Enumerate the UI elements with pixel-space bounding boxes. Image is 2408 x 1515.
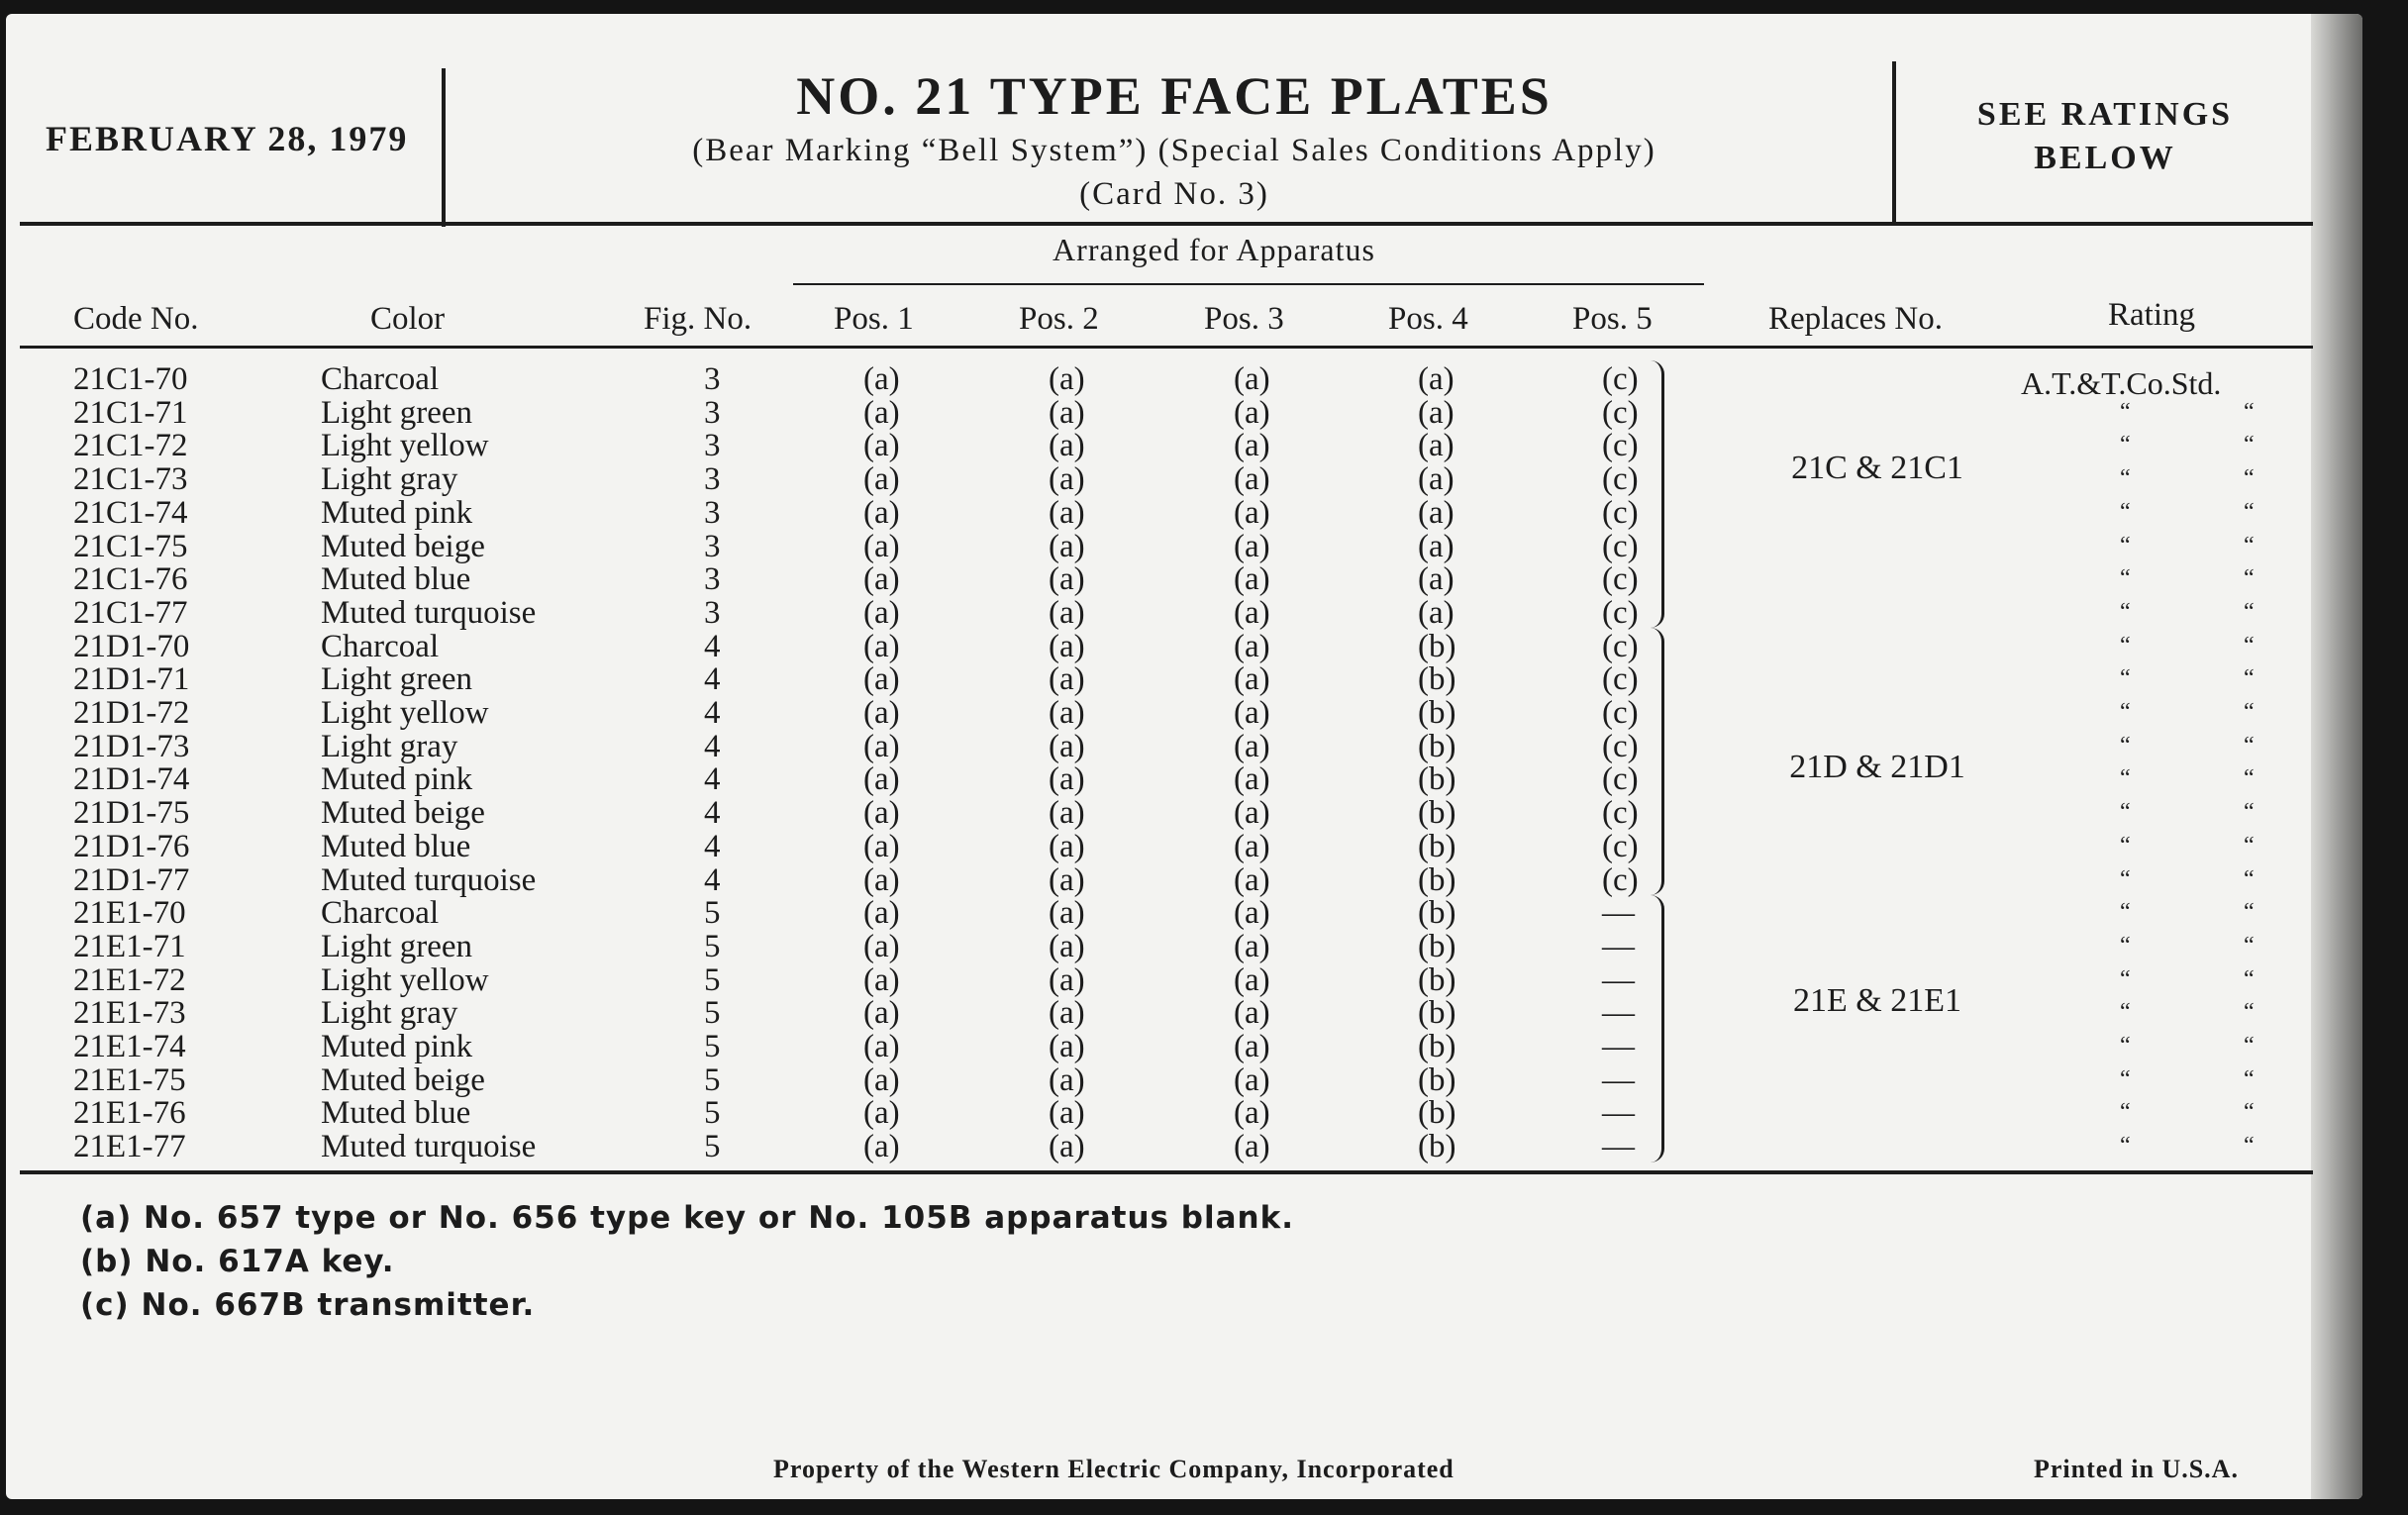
header-divider-left: [442, 68, 446, 227]
rating-ditto: “: [2120, 965, 2131, 992]
row-code: 21E1-72: [73, 961, 186, 998]
row-code: 21C1-74: [73, 494, 188, 531]
table-row: [6, 1130, 2283, 1163]
row-pos5: (c): [1602, 561, 1639, 598]
rating-ditto: “: [2244, 965, 2255, 992]
header-title-block: [452, 63, 1897, 216]
row-pos1: (a): [863, 961, 900, 998]
row-pos3: (a): [1234, 1061, 1270, 1098]
row-pos5: (c): [1602, 428, 1639, 464]
row-color: Charcoal: [321, 895, 440, 932]
row-color: Muted turquoise: [321, 594, 537, 631]
row-pos5: —: [1602, 928, 1635, 964]
row-pos5: —: [1602, 961, 1635, 998]
rating-ditto: “: [2244, 1033, 2255, 1059]
rating-ditto: “: [2120, 732, 2131, 758]
row-pos1: (a): [863, 1029, 900, 1064]
row-color: Light yellow: [321, 695, 489, 731]
row-fig: 3: [704, 394, 721, 431]
row-pos4: (b): [1418, 1029, 1456, 1064]
row-pos3: (a): [1234, 895, 1270, 932]
row-pos2: (a): [1049, 1129, 1085, 1165]
see-ratings-line1: SEE RATINGS: [1976, 96, 2234, 133]
row-pos4: (a): [1418, 428, 1455, 464]
row-pos2: (a): [1049, 561, 1085, 598]
row-pos5: (c): [1602, 394, 1639, 431]
row-pos5: (c): [1602, 494, 1639, 531]
rating-ditto: “: [2120, 398, 2131, 425]
row-pos2: (a): [1049, 761, 1085, 798]
row-fig: 5: [704, 1061, 721, 1098]
row-pos2: (a): [1049, 628, 1085, 664]
table-row: [6, 696, 2283, 730]
arranged-for-apparatus-header: Arranged for Apparatus: [1053, 232, 1375, 267]
row-pos1: (a): [863, 1129, 900, 1165]
document-card: [6, 14, 2362, 1499]
table-row: [6, 1096, 2283, 1130]
col-header-pos1: Pos. 1: [834, 301, 914, 337]
table-row: [6, 362, 2283, 396]
row-pos5: —: [1602, 1029, 1635, 1064]
row-pos1: (a): [863, 828, 900, 864]
row-pos4: (b): [1418, 795, 1456, 832]
rating-ditto: “: [2244, 832, 2255, 858]
see-ratings-line2: BELOW: [2034, 140, 2176, 176]
row-pos4: (a): [1418, 528, 1455, 564]
row-pos2: (a): [1049, 795, 1085, 832]
row-pos1: (a): [863, 728, 900, 764]
row-pos2: (a): [1049, 828, 1085, 864]
rating-ditto: “: [2244, 799, 2255, 826]
rating-ditto: “: [2244, 899, 2255, 926]
row-pos4: (a): [1418, 394, 1455, 431]
row-pos1: (a): [863, 361, 900, 397]
issue-date: FEBRUARY 28, 1979: [46, 119, 409, 158]
row-fig: 3: [704, 594, 721, 631]
row-code: 21C1-73: [73, 461, 188, 498]
row-pos2: (a): [1049, 394, 1085, 431]
row-pos2: (a): [1049, 428, 1085, 464]
row-pos3: (a): [1234, 661, 1270, 698]
row-code: 21E1-75: [73, 1061, 186, 1098]
row-code: 21E1-77: [73, 1129, 186, 1165]
row-pos3: (a): [1234, 1095, 1270, 1132]
rating-ditto: “: [2120, 432, 2131, 458]
row-pos4: (b): [1418, 1095, 1456, 1132]
row-pos4: (a): [1418, 561, 1455, 598]
row-pos5: (c): [1602, 728, 1639, 764]
row-pos4: (b): [1418, 628, 1456, 664]
row-pos3: (a): [1234, 928, 1270, 964]
row-pos3: (a): [1234, 394, 1270, 431]
row-pos3: (a): [1234, 428, 1270, 464]
row-pos2: (a): [1049, 995, 1085, 1032]
row-fig: 4: [704, 695, 721, 731]
rating-ditto: “: [2120, 865, 2131, 892]
row-color: Charcoal: [321, 628, 440, 664]
row-fig: 4: [704, 761, 721, 798]
row-pos4: (b): [1418, 828, 1456, 864]
row-pos3: (a): [1234, 494, 1270, 531]
row-pos1: (a): [863, 695, 900, 731]
row-pos4: (b): [1418, 661, 1456, 698]
table-row: [6, 496, 2283, 530]
row-pos4: (b): [1418, 861, 1456, 898]
card-edge-shadow: [2311, 14, 2362, 1499]
row-fig: 4: [704, 795, 721, 832]
card-number: (Card No. 3): [1079, 176, 1269, 212]
rating-ditto: “: [2244, 465, 2255, 492]
row-fig: 3: [704, 561, 721, 598]
row-color: Muted turquoise: [321, 1129, 537, 1165]
page-subtitle: (Bear Marking “Bell System”) (Special Sales Conditions Apply): [692, 133, 1656, 168]
footer-property: Property of the Western Electric Company, Incorporated: [773, 1455, 1455, 1483]
table-bottom-rule: [20, 1170, 2313, 1174]
row-fig: 5: [704, 895, 721, 932]
rating-ditto: “: [2120, 498, 2131, 525]
row-pos1: (a): [863, 494, 900, 531]
row-color: Light green: [321, 661, 473, 698]
group-brace-21c: [1650, 360, 1664, 628]
row-fig: 5: [704, 961, 721, 998]
row-pos2: (a): [1049, 661, 1085, 698]
col-header-rating: Rating: [2108, 297, 2195, 333]
replaces-21e: 21E & 21E1: [1793, 982, 1961, 1019]
row-color: Light gray: [321, 728, 458, 764]
row-pos3: (a): [1234, 795, 1270, 832]
row-color: Muted pink: [321, 494, 473, 531]
row-fig: 4: [704, 861, 721, 898]
rating-ditto: “: [2244, 632, 2255, 658]
row-pos4: (b): [1418, 728, 1456, 764]
row-pos5: —: [1602, 1095, 1635, 1132]
row-pos1: (a): [863, 461, 900, 498]
row-pos2: (a): [1049, 494, 1085, 531]
col-header-replaces: Replaces No.: [1768, 301, 1943, 337]
row-pos4: (b): [1418, 695, 1456, 731]
rating-ditto: “: [2120, 665, 2131, 692]
table-row: [6, 896, 2283, 930]
note-c: (c) No. 667B transmitter.: [80, 1287, 536, 1323]
row-pos1: (a): [863, 1061, 900, 1098]
col-header-color: Color: [370, 301, 446, 337]
note-a: (a) No. 657 type or No. 656 type key or No. 105B apparatus blank.: [80, 1200, 1295, 1236]
row-code: 21D1-76: [73, 828, 190, 864]
row-code: 21C1-71: [73, 394, 188, 431]
row-color: Light gray: [321, 461, 458, 498]
header-rule: [20, 222, 2313, 226]
row-pos4: (b): [1418, 1129, 1456, 1165]
row-pos3: (a): [1234, 361, 1270, 397]
row-pos3: (a): [1234, 828, 1270, 864]
rating-ditto: “: [2244, 532, 2255, 558]
group-brace-21e: [1650, 895, 1664, 1162]
row-fig: 3: [704, 428, 721, 464]
row-pos2: (a): [1049, 528, 1085, 564]
row-pos3: (a): [1234, 561, 1270, 598]
row-pos1: (a): [863, 795, 900, 832]
row-color: Muted pink: [321, 761, 473, 798]
row-fig: 5: [704, 928, 721, 964]
row-color: Muted blue: [321, 828, 471, 864]
row-pos5: (c): [1602, 695, 1639, 731]
row-pos2: (a): [1049, 961, 1085, 998]
replaces-21d: 21D & 21D1: [1789, 749, 1965, 785]
rating-ditto: “: [2120, 1065, 2131, 1092]
row-code: 21C1-76: [73, 561, 188, 598]
row-pos4: (b): [1418, 928, 1456, 964]
row-pos2: (a): [1049, 861, 1085, 898]
table-row: [6, 662, 2283, 696]
rating-ditto: “: [2244, 1133, 2255, 1160]
row-fig: 5: [704, 1029, 721, 1064]
table-row: [6, 1030, 2283, 1063]
row-fig: 3: [704, 528, 721, 564]
row-pos1: (a): [863, 761, 900, 798]
rating-ditto: “: [2244, 598, 2255, 625]
row-pos3: (a): [1234, 628, 1270, 664]
row-pos3: (a): [1234, 728, 1270, 764]
page-title: NO. 21 TYPE FACE PLATES: [796, 66, 1553, 126]
arranged-rule: [793, 283, 1704, 285]
row-pos3: (a): [1234, 1129, 1270, 1165]
row-pos4: (a): [1418, 594, 1455, 631]
row-pos2: (a): [1049, 728, 1085, 764]
rating-ditto: “: [2120, 699, 2131, 725]
row-pos5: (c): [1602, 661, 1639, 698]
row-code: 21D1-73: [73, 728, 190, 764]
row-pos3: (a): [1234, 961, 1270, 998]
rating-ditto: “: [2120, 932, 2131, 959]
rating-ditto: “: [2120, 465, 2131, 492]
rating-ditto: “: [2120, 532, 2131, 558]
row-color: Light gray: [321, 995, 458, 1032]
row-pos1: (a): [863, 661, 900, 698]
table-row: [6, 830, 2283, 863]
rating-ditto: “: [2244, 565, 2255, 592]
rating-ditto: “: [2120, 765, 2131, 792]
table-row: [6, 796, 2283, 830]
row-code: 21D1-71: [73, 661, 190, 698]
row-pos1: (a): [863, 428, 900, 464]
row-code: 21E1-73: [73, 995, 186, 1032]
row-pos1: (a): [863, 928, 900, 964]
row-pos5: —: [1602, 895, 1635, 932]
row-pos5: —: [1602, 995, 1635, 1032]
rating-ditto: “: [2244, 665, 2255, 692]
rating-ditto: “: [2120, 832, 2131, 858]
table-row: [6, 630, 2283, 663]
rating-ditto: “: [2120, 1099, 2131, 1126]
row-fig: 5: [704, 995, 721, 1032]
row-pos5: (c): [1602, 761, 1639, 798]
row-pos3: (a): [1234, 594, 1270, 631]
table-row: [6, 396, 2283, 430]
row-pos4: (a): [1418, 494, 1455, 531]
row-pos1: (a): [863, 594, 900, 631]
row-fig: 3: [704, 461, 721, 498]
row-code: 21E1-70: [73, 895, 186, 932]
row-pos2: (a): [1049, 461, 1085, 498]
row-pos2: (a): [1049, 1061, 1085, 1098]
rating-ditto: “: [2244, 1099, 2255, 1126]
group-brace-21d: [1650, 628, 1664, 895]
row-pos4: (b): [1418, 1061, 1456, 1098]
rating-ditto: “: [2120, 899, 2131, 926]
row-pos1: (a): [863, 895, 900, 932]
row-pos5: (c): [1602, 828, 1639, 864]
rating-ditto: “: [2120, 1033, 2131, 1059]
rating-ditto: “: [2120, 565, 2131, 592]
row-pos3: (a): [1234, 528, 1270, 564]
row-color: Light yellow: [321, 961, 489, 998]
row-pos2: (a): [1049, 1029, 1085, 1064]
row-code: 21D1-72: [73, 695, 190, 731]
row-pos3: (a): [1234, 761, 1270, 798]
row-pos1: (a): [863, 1095, 900, 1132]
col-header-pos4: Pos. 4: [1388, 301, 1468, 337]
row-color: Muted blue: [321, 1095, 471, 1132]
rating-ditto: “: [2244, 699, 2255, 725]
row-color: Light green: [321, 928, 473, 964]
row-pos2: (a): [1049, 361, 1085, 397]
row-fig: 4: [704, 628, 721, 664]
table-row: [6, 1063, 2283, 1097]
row-fig: 3: [704, 494, 721, 531]
col-header-fig: Fig. No.: [644, 301, 752, 337]
row-color: Muted beige: [321, 528, 485, 564]
row-color: Muted beige: [321, 1061, 485, 1098]
row-code: 21C1-70: [73, 361, 188, 397]
column-header-rule: [20, 346, 2313, 349]
row-code: 21E1-71: [73, 928, 186, 964]
row-pos5: (c): [1602, 628, 1639, 664]
rating-ditto: “: [2244, 432, 2255, 458]
footer-printed: Printed in U.S.A.: [2034, 1455, 2239, 1483]
row-pos2: (a): [1049, 594, 1085, 631]
col-header-pos5: Pos. 5: [1572, 301, 1653, 337]
col-header-code: Code No.: [73, 301, 199, 337]
row-pos1: (a): [863, 861, 900, 898]
row-code: 21C1-77: [73, 594, 188, 631]
rating-ditto: “: [2120, 999, 2131, 1026]
row-color: Light yellow: [321, 428, 489, 464]
rating-ditto: “: [2120, 799, 2131, 826]
row-code: 21D1-75: [73, 795, 190, 832]
row-code: 21D1-70: [73, 628, 190, 664]
row-color: Light green: [321, 394, 473, 431]
row-pos4: (b): [1418, 995, 1456, 1032]
row-pos4: (a): [1418, 461, 1455, 498]
rating-ditto: “: [2244, 732, 2255, 758]
row-pos2: (a): [1049, 695, 1085, 731]
row-code: 21D1-74: [73, 761, 190, 798]
rating-ditto: “: [2120, 598, 2131, 625]
row-code: 21E1-76: [73, 1095, 186, 1132]
row-pos3: (a): [1234, 461, 1270, 498]
row-pos5: —: [1602, 1061, 1635, 1098]
row-pos3: (a): [1234, 995, 1270, 1032]
row-pos5: (c): [1602, 795, 1639, 832]
rating-ditto: “: [2244, 932, 2255, 959]
table-row: [6, 596, 2283, 630]
col-header-pos3: Pos. 3: [1204, 301, 1284, 337]
rating-ditto: “: [2244, 498, 2255, 525]
row-pos4: (a): [1418, 361, 1455, 397]
row-code: 21E1-74: [73, 1029, 186, 1064]
rating-ditto: “: [2244, 865, 2255, 892]
header-divider-right: [1892, 61, 1896, 225]
see-ratings-note: [1917, 93, 2293, 180]
row-pos5: (c): [1602, 594, 1639, 631]
row-fig: 4: [704, 728, 721, 764]
replaces-21c: 21C & 21C1: [1791, 450, 1963, 486]
rating-ditto: “: [2244, 999, 2255, 1026]
row-pos5: (c): [1602, 861, 1639, 898]
rating-ditto: “: [2244, 398, 2255, 425]
rating-standard: A.T.&T.Co.Std.: [2021, 365, 2222, 401]
note-b: (b) No. 617A key.: [80, 1244, 395, 1279]
rating-ditto: “: [2120, 1133, 2131, 1160]
row-color: Charcoal: [321, 361, 440, 397]
row-pos4: (b): [1418, 895, 1456, 932]
rating-ditto: “: [2244, 765, 2255, 792]
row-code: 21C1-72: [73, 428, 188, 464]
row-pos3: (a): [1234, 695, 1270, 731]
table-row: [6, 562, 2283, 596]
rating-ditto: “: [2244, 1065, 2255, 1092]
table-row: [6, 930, 2283, 963]
rating-ditto: “: [2120, 632, 2131, 658]
row-pos3: (a): [1234, 861, 1270, 898]
row-pos4: (b): [1418, 961, 1456, 998]
row-pos1: (a): [863, 628, 900, 664]
row-fig: 3: [704, 361, 721, 397]
row-fig: 5: [704, 1129, 721, 1165]
col-header-pos2: Pos. 2: [1019, 301, 1099, 337]
row-pos1: (a): [863, 995, 900, 1032]
row-pos2: (a): [1049, 928, 1085, 964]
row-pos5: (c): [1602, 361, 1639, 397]
row-pos1: (a): [863, 528, 900, 564]
row-pos4: (b): [1418, 761, 1456, 798]
row-pos5: (c): [1602, 528, 1639, 564]
row-code: 21D1-77: [73, 861, 190, 898]
row-pos1: (a): [863, 561, 900, 598]
row-pos5: —: [1602, 1129, 1635, 1165]
row-color: Muted beige: [321, 795, 485, 832]
row-color: Muted turquoise: [321, 861, 537, 898]
row-fig: 4: [704, 661, 721, 698]
row-color: Muted pink: [321, 1029, 473, 1064]
row-fig: 5: [704, 1095, 721, 1132]
row-pos2: (a): [1049, 895, 1085, 932]
table-row: [6, 863, 2283, 897]
row-pos5: (c): [1602, 461, 1639, 498]
row-pos2: (a): [1049, 1095, 1085, 1132]
row-code: 21C1-75: [73, 528, 188, 564]
row-pos3: (a): [1234, 1029, 1270, 1064]
row-color: Muted blue: [321, 561, 471, 598]
row-fig: 4: [704, 828, 721, 864]
row-pos1: (a): [863, 394, 900, 431]
table-row: [6, 530, 2283, 563]
